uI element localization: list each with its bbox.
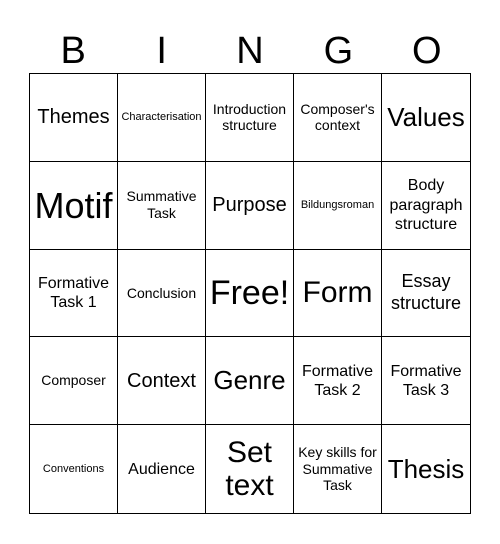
bingo-cell[interactable]: Essay structure xyxy=(382,250,470,338)
bingo-cell[interactable]: Set text xyxy=(206,425,294,513)
bingo-cell[interactable]: Key skills for Summative Task xyxy=(294,425,382,513)
bingo-cell[interactable]: Characterisation xyxy=(118,74,206,162)
bingo-cell[interactable]: Conventions xyxy=(30,425,118,513)
bingo-cell[interactable]: Composer xyxy=(30,337,118,425)
header-letter-o: O xyxy=(412,30,442,72)
bingo-cell[interactable]: Themes xyxy=(30,74,118,162)
bingo-cell[interactable]: Values xyxy=(382,74,470,162)
bingo-cell[interactable]: Formative Task 1 xyxy=(30,250,118,338)
bingo-cell[interactable]: Motif xyxy=(30,162,118,250)
bingo-cell[interactable]: Genre xyxy=(206,337,294,425)
bingo-cell[interactable]: Form xyxy=(294,250,382,338)
bingo-cell[interactable]: Bildungsroman xyxy=(294,162,382,250)
bingo-cell[interactable]: Summative Task xyxy=(118,162,206,250)
bingo-cell[interactable]: Audience xyxy=(118,425,206,513)
bingo-cell[interactable]: Composer's context xyxy=(294,74,382,162)
bingo-cell[interactable]: Purpose xyxy=(206,162,294,250)
bingo-cell[interactable]: Context xyxy=(118,337,206,425)
header-letter-b: B xyxy=(60,30,86,72)
bingo-cell-free[interactable]: Free! xyxy=(206,250,294,338)
bingo-cell[interactable]: Body paragraph structure xyxy=(382,162,470,250)
header-letter-n: N xyxy=(236,30,264,72)
bingo-cell[interactable]: Formative Task 2 xyxy=(294,337,382,425)
bingo-cell[interactable]: Formative Task 3 xyxy=(382,337,470,425)
header-letter-i: I xyxy=(156,30,167,72)
header-letter-g: G xyxy=(323,30,354,72)
bingo-cell[interactable]: Thesis xyxy=(387,453,465,484)
bingo-header xyxy=(29,30,471,72)
bingo-card xyxy=(29,73,471,514)
bingo-cell[interactable]: Conclusion xyxy=(118,250,206,338)
bingo-cell[interactable]: Introduction structure xyxy=(206,74,294,162)
